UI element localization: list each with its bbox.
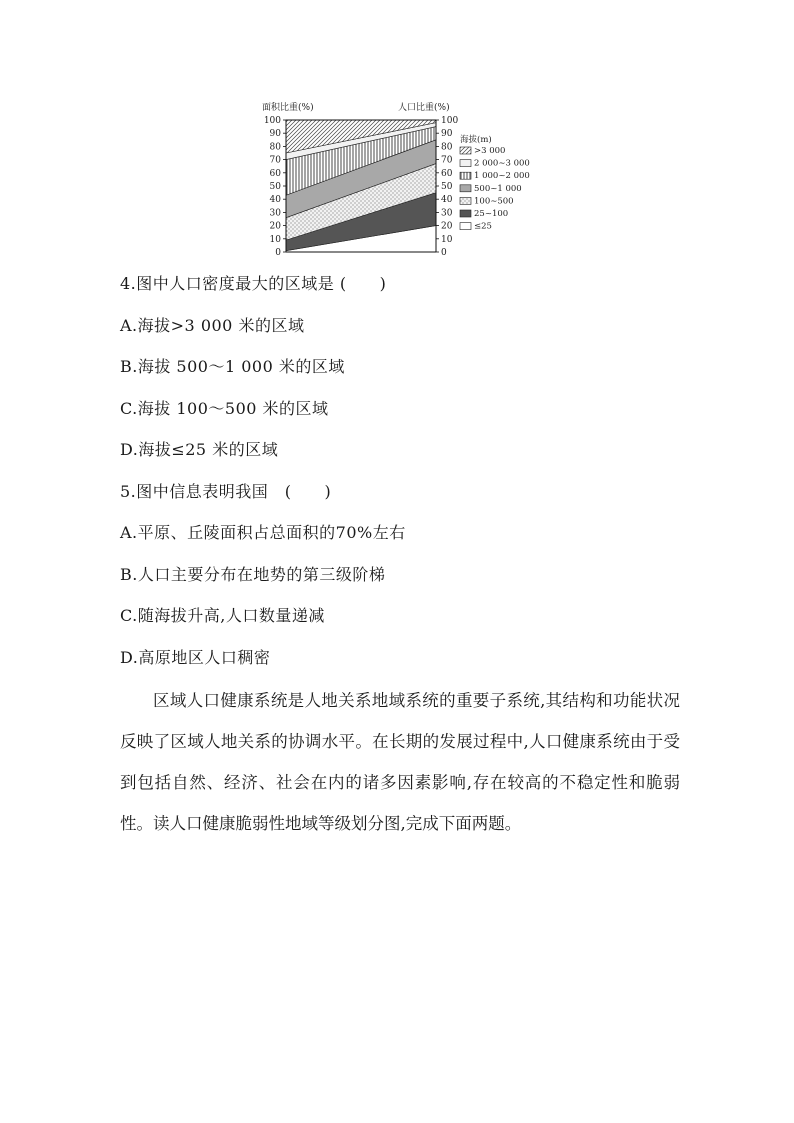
- question-5-stem: 5.图中信息表明我国 ( ): [120, 482, 332, 501]
- right-tick-label: 70: [441, 155, 453, 166]
- left-tick-label: 20: [269, 221, 281, 232]
- right-tick-label: 100: [441, 116, 459, 126]
- left-axis-title: 面积比重(%): [262, 103, 314, 113]
- left-tick-label: 100: [263, 116, 281, 126]
- left-tick-label: 40: [269, 195, 281, 206]
- question-5-option-b: B.人口主要分布在地势的第三级阶梯: [120, 565, 386, 584]
- right-axis-title: 人口比重(%): [398, 103, 450, 113]
- legend-swatch-100-500: [460, 197, 471, 204]
- left-tick-label: 90: [269, 129, 281, 140]
- question-4-option-d: D.海拔≤25 米的区域: [120, 440, 279, 459]
- legend-swatch-2-000-3-000: [460, 160, 471, 167]
- passage-text: 区域人口健康系统是人地关系地域系统的重要子系统,其结构和功能状况反映了区域人地关系的协调水平。在长期的发展过程中,人口健康系统由于受到包括自然、经济、社会在内的诸多因素影响,存在较高的不稳定性和脆弱性。读人口健康脆弱性地域等级划分图,完成下面两题。: [120, 691, 680, 833]
- right-tick-label: 50: [441, 182, 453, 192]
- legend-swatch-25: [460, 223, 471, 230]
- legend-label-25-100: 25~100: [474, 209, 509, 219]
- left-tick-label: 10: [269, 234, 281, 245]
- right-tick-label: 20: [441, 221, 453, 232]
- legend-swatch-25-100: [460, 210, 471, 217]
- right-tick-label: 10: [441, 234, 453, 245]
- right-tick-label: 0: [441, 248, 447, 258]
- left-tick-label: 50: [269, 182, 281, 192]
- legend-swatch-500-1-000: [460, 185, 471, 192]
- question-5-option-a: A.平原、丘陵面积占总面积的70%左右: [120, 523, 406, 542]
- question-5-option-d: D.高原地区人口稠密: [120, 648, 271, 667]
- question-4-option-c: C.海拔 100～500 米的区域: [120, 399, 329, 418]
- question-5-option-c: C.随海拔升高,人口数量递减: [120, 606, 325, 625]
- left-tick-label: 60: [269, 168, 281, 179]
- question-4-option-a: A.海拔>3 000 米的区域: [120, 316, 305, 335]
- left-tick-label: 30: [269, 208, 281, 219]
- legend-label-25: ≤25: [474, 221, 492, 232]
- left-tick-label: 0: [275, 248, 281, 258]
- right-tick-label: 90: [441, 129, 453, 140]
- legend-title: 海拔(m): [460, 135, 492, 145]
- elevation-area-population-chart: [250, 98, 540, 262]
- right-tick-label: 30: [441, 208, 453, 219]
- right-tick-label: 40: [441, 195, 453, 206]
- question-4-stem: 4.图中人口密度最大的区域是 ( ): [120, 274, 387, 293]
- legend-swatch-3-000: [460, 147, 471, 154]
- legend-label-1-000-2-000: 1 000~2 000: [474, 171, 530, 182]
- question-4-option-b: B.海拔 500～1 000 米的区域: [120, 357, 345, 376]
- left-tick-label: 80: [269, 142, 281, 153]
- reading-passage: [120, 680, 680, 844]
- legend-label-500-1-000: 500~1 000: [474, 183, 522, 194]
- right-tick-label: 80: [441, 142, 453, 153]
- right-tick-label: 60: [441, 168, 453, 179]
- legend-label-2-000-3-000: 2 000~3 000: [474, 158, 530, 169]
- legend-swatch-1-000-2-000: [460, 172, 471, 179]
- legend-label-3-000: >3 000: [474, 146, 506, 156]
- left-tick-label: 70: [269, 155, 281, 166]
- legend-label-100-500: 100~500: [474, 196, 514, 207]
